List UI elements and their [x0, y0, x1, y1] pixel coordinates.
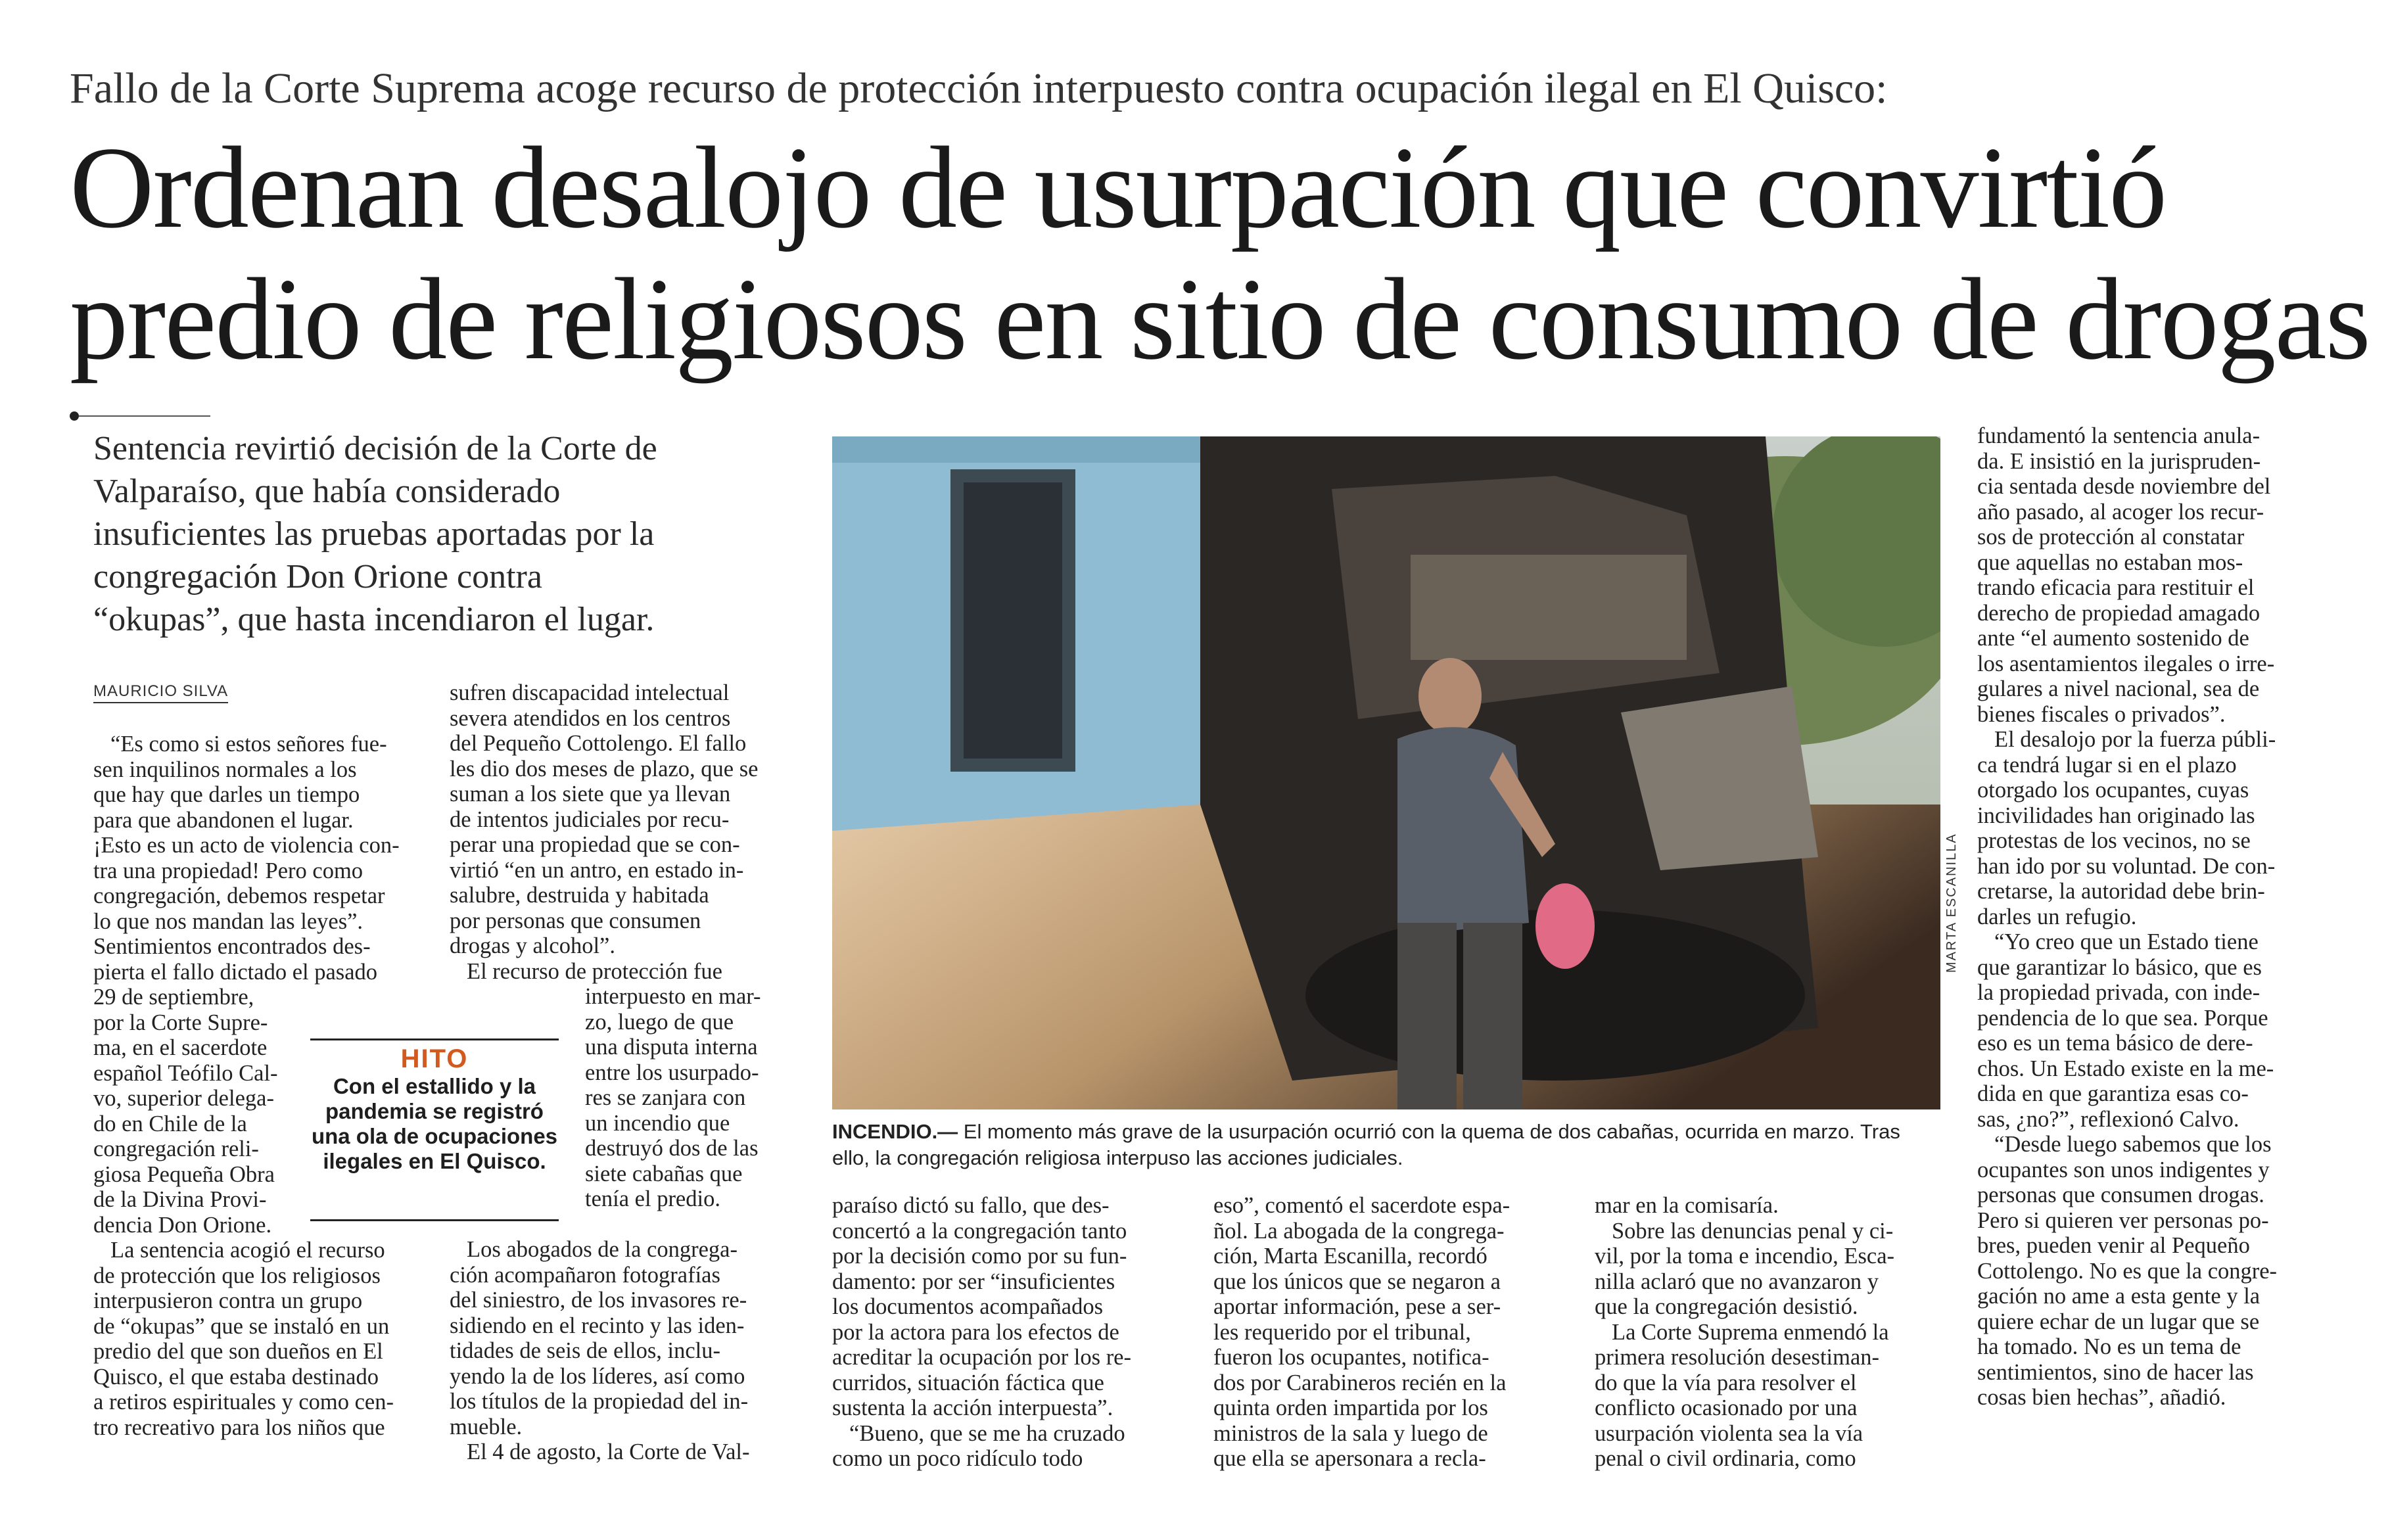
text-line: interpusieron contra un grupo [93, 1288, 363, 1313]
text-line: interpuesto en mar- [585, 984, 761, 1009]
text-line: do que la vía para resolver el [1595, 1370, 1857, 1395]
text-line: por personas que consumen [450, 908, 701, 933]
hito-line: ilegales en El Quisco. [323, 1149, 546, 1173]
text-line: chos. Un Estado existe en la me- [1977, 1056, 2274, 1081]
text-line: ma, en el sacerdote [93, 1035, 268, 1060]
text-line: que garantizar lo básico, que es [1977, 954, 2262, 980]
text-line: entre los usurpado- [585, 1060, 759, 1085]
text-line: penal o civil ordinaria, como [1595, 1446, 1856, 1471]
text-line: La sentencia acogió el recurso [110, 1238, 385, 1263]
text-line: nilla aclaró que no avanzaron y [1595, 1269, 1879, 1294]
hito-text [310, 1074, 559, 1174]
text-line: de la Divina Provi- [93, 1187, 267, 1212]
photo-credit: MARTA ESCANILLA [1944, 833, 1959, 973]
text-line: ción acompañaron fotografías [450, 1262, 720, 1288]
text-line: tenía el predio. [585, 1186, 720, 1211]
text-line: sen inquilinos normales a los [93, 757, 357, 782]
lede-line: “okupas”, que hasta incendiaron el lugar. [93, 601, 655, 638]
text-line: por la actora para los efectos de [832, 1319, 1119, 1345]
text-line: zo, luego de que [585, 1009, 734, 1035]
text-line: do en Chile de la [93, 1111, 247, 1136]
lede [93, 427, 823, 641]
text-line: los asentamientos ilegales o irre- [1977, 651, 2275, 676]
text-line: que la congregación desistió. [1595, 1294, 1858, 1319]
text-line: El recurso de protección fue [467, 958, 722, 984]
text-line: ocupantes son unos indigentes y [1977, 1157, 2270, 1182]
rule-dot [70, 411, 79, 421]
text-line: personas que consumen drogas. [1977, 1182, 2264, 1207]
text-line: damento: por ser “insuficientes [832, 1269, 1115, 1294]
text-line: “Es como si estos señores fue- [110, 732, 387, 757]
text-line: congregación reli- [93, 1136, 259, 1161]
lede-line: congregación Don Orione contra [93, 558, 542, 595]
hito-sidebar [310, 1038, 559, 1221]
column-2-narrow [585, 984, 808, 1212]
text-line: yendo la de los líderes, así como [450, 1363, 745, 1389]
text-line: sos de protección al constatar [1977, 525, 2245, 549]
text-line: Sentimientos encontrados des- [93, 934, 371, 959]
text-line: que los únicos que se negaron a [1213, 1269, 1501, 1294]
text-line: les requerido por el tribunal, [1213, 1319, 1471, 1345]
column-3 [832, 1193, 1194, 1472]
rule-line [79, 415, 210, 417]
text-line: de protección que los religiosos [93, 1263, 381, 1288]
text-line: “Desde luego sabemos que los [1994, 1132, 2272, 1157]
text-line: res se zanjara con [585, 1085, 746, 1110]
text-line: giosa Pequeña Obra [93, 1161, 275, 1187]
column-2-bottom [450, 1237, 805, 1465]
text-line: quiere echar de un lugar que se [1977, 1309, 2260, 1334]
headline-line: Ordenan desalojo de usurpación que convirtió [70, 122, 2167, 252]
text-line: 29 de septiembre, [93, 985, 254, 1010]
text-line: concertó a la congregación tanto [832, 1218, 1127, 1244]
text-line: primera resolución desestiman- [1595, 1345, 1880, 1370]
text-line: mueble. [450, 1414, 523, 1439]
text-line: predio del que son dueños en El [93, 1339, 383, 1364]
text-line: cretarse, la autoridad debe brin- [1977, 879, 2265, 904]
text-line: acreditar la ocupación por los re- [832, 1345, 1131, 1370]
text-line: Quisco, el que estaba destinado [93, 1364, 379, 1389]
lede-line: Sentencia revirtió decisión de la Corte de [93, 430, 657, 467]
text-line: del siniestro, de los invasores re- [450, 1288, 747, 1313]
text-line: sidiendo en el recinto y las iden- [450, 1313, 745, 1338]
text-line: suman a los siete que ya llevan [450, 782, 731, 806]
text-line: ministros de la sala y luego de [1213, 1420, 1488, 1446]
text-line: vo, superior delega- [93, 1086, 274, 1111]
text-line: por la Corte Supre- [93, 1010, 268, 1035]
text-line: El 4 de agosto, la Corte de Val- [467, 1439, 750, 1464]
text-line: darles un refugio. [1977, 904, 2137, 929]
text-line: Cottolengo. No es que la congre- [1977, 1258, 2278, 1284]
lede-line: Valparaíso, que había considerado [93, 473, 561, 510]
text-line: año pasado, al acoger los recur- [1977, 499, 2264, 525]
text-line: severa atendidos en los centros [450, 705, 731, 731]
text-line: La Corte Suprema enmendó la [1612, 1319, 1889, 1345]
text-line: tro recreativo para los niños que [93, 1414, 385, 1440]
column-2-top [450, 680, 805, 984]
text-line: pendencia de lo que sea. Porque [1977, 1005, 2268, 1031]
text-line: ha tomado. No es un tema de [1977, 1334, 2241, 1359]
text-line: Sobre las denuncias penal y ci- [1612, 1218, 1894, 1244]
text-line: curridos, situación fáctica que [832, 1370, 1104, 1395]
text-line: quinta orden impartida por los [1213, 1395, 1488, 1420]
text-line: fueron los ocupantes, notifica- [1213, 1345, 1489, 1370]
caption-text: El momento más grave de la usurpación ocurrió con la quema de dos cabañas, ocurrida en marzo. Tras [958, 1120, 1900, 1143]
kicker: Fallo de la Corte Suprema acoge recurso de protección interpuesto contra ocupación ilegal en El Quisco: [70, 64, 1888, 112]
column-6 [1977, 423, 2345, 1411]
text-line: mar en la comisaría. [1595, 1193, 1779, 1218]
fire-photo [832, 436, 1940, 1109]
text-line: bres, pueden venir al Pequeño [1977, 1233, 2250, 1258]
text-line: gulares a nivel nacional, sea de [1977, 676, 2260, 701]
text-line: tra una propiedad! Pero como [93, 858, 363, 883]
text-line: virtió “en un antro, en estado in- [450, 857, 744, 883]
text-line: paraíso dictó su fallo, que des- [832, 1193, 1110, 1218]
text-line: un incendio que [585, 1110, 730, 1136]
headline-line: predio de religiosos en sitio de consumo de drogas [70, 254, 2370, 384]
text-line: que ella se apersonara a recla- [1213, 1446, 1486, 1471]
text-line: los títulos de la propiedad del in- [450, 1389, 749, 1414]
text-line: pierta el fallo dictado el pasado [93, 959, 378, 985]
text-line: dencia Don Orione. [93, 1212, 272, 1238]
text-line: como un poco ridículo todo [832, 1446, 1083, 1471]
text-line: destruyó dos de las [585, 1136, 759, 1161]
text-line: que hay que darles un tiempo [93, 782, 360, 807]
text-line: bienes fiscales o privados”. [1977, 701, 2226, 727]
text-line: una disputa interna [585, 1035, 758, 1060]
text-line: siete cabañas que [585, 1161, 743, 1186]
text-line: les dio dos meses de plazo, que se [450, 756, 759, 782]
text-line: ción, Marta Escanilla, recordó [1213, 1244, 1488, 1269]
text-line: otorgado los ocupantes, cuyas [1977, 778, 2249, 803]
text-line: sentimientos, sino de hacer las [1977, 1359, 2254, 1385]
caption-line [832, 1119, 1950, 1145]
text-line: vil, por la toma e incendio, Esca- [1595, 1244, 1895, 1269]
text-line: sas, ¿no?”, reflexionó Calvo. [1977, 1106, 2239, 1132]
text-line: cosas bien hechas”, añadió. [1977, 1385, 2226, 1410]
text-line: fundamentó la sentencia anula- [1977, 423, 2261, 448]
hito-line: una ola de ocupaciones [311, 1124, 558, 1148]
text-line: sufren discapacidad intelectual [450, 680, 730, 705]
text-line: Los abogados de la congrega- [467, 1237, 738, 1262]
text-line: eso”, comentó el sacerdote espa- [1213, 1193, 1511, 1218]
text-line: “Yo creo que un Estado tiene [1994, 929, 2259, 954]
text-line: trando eficacia para restituir el [1977, 575, 2255, 600]
text-line: del Pequeño Cottolengo. El fallo [450, 731, 747, 756]
hito-label: HITO [400, 1044, 469, 1073]
text-line: dida en que garantiza esas co- [1977, 1081, 2249, 1106]
text-line: de intentos judiciales por recu- [450, 806, 730, 832]
text-line: la propiedad privada, con inde- [1977, 980, 2261, 1005]
hito-line: pandemia se registró [325, 1099, 544, 1123]
text-line: cia sentada desde noviembre del [1977, 474, 2271, 499]
text-line: ñol. La abogada de la congrega- [1213, 1218, 1505, 1244]
text-line: español Teófilo Cal- [93, 1060, 278, 1086]
text-line: ante “el aumento sostenido de [1977, 626, 2249, 651]
text-line: los documentos acompañados [832, 1294, 1103, 1319]
column-5 [1595, 1193, 1956, 1472]
text-line: tidades de seis de ellos, inclu- [450, 1338, 720, 1363]
text-line: Pero si quieren ver personas po- [1977, 1207, 2269, 1233]
hito-line: Con el estallido y la [333, 1074, 536, 1098]
text-line: da. E insistió en la jurispruden- [1977, 448, 2261, 474]
text-line: salubre, destruida y habitada [450, 883, 709, 908]
caption-label: INCENDIO.— [832, 1120, 958, 1143]
burned-cabin-photo [832, 436, 1940, 1109]
text-line: El desalojo por la fuerza públi- [1994, 727, 2276, 752]
column-4 [1213, 1193, 1575, 1472]
headline [70, 122, 2370, 385]
text-line: para que abandonen el lugar. [93, 807, 354, 833]
text-line: drogas y alcohol”. [450, 933, 615, 958]
text-line: de “okupas” que se instaló en un [93, 1313, 390, 1339]
text-line: perar una propiedad que se con- [450, 832, 740, 857]
lede-line: insuficientes las pruebas aportadas por la [93, 515, 655, 553]
text-line: protestas de los vecinos, no se [1977, 828, 2251, 853]
caption-line: ello, la congregación religiosa interpuso las acciones judiciales. [832, 1146, 1403, 1169]
text-line: sustenta la acción interpuesta”. [832, 1395, 1113, 1420]
text-line: aportar información, pese a ser- [1213, 1294, 1501, 1319]
text-line: eso es un tema básico de dere- [1977, 1031, 2253, 1056]
text-line: congregación, debemos respetar [93, 883, 385, 908]
text-line: a retiros espirituales y como cen- [93, 1389, 394, 1414]
text-line: por la decisión como por su fun- [832, 1244, 1127, 1269]
text-line: han ido por su voluntad. De con- [1977, 853, 2276, 879]
photo-caption [832, 1119, 1950, 1171]
text-line: incivilidades han originado las [1977, 803, 2255, 828]
text-line: “Bueno, que se me ha cruzado [849, 1420, 1125, 1446]
byline: MAURICIO SILVA [93, 682, 228, 703]
text-line: ca tendrá lugar si en el plazo [1977, 752, 2237, 778]
text-line: gación no ame a esta gente y la [1977, 1284, 2261, 1309]
text-line: que aquellas no estaban mos- [1977, 549, 2243, 575]
text-line: ¡Esto es un acto de violencia con- [93, 833, 400, 858]
text-line: derecho de propiedad amagado [1977, 600, 2261, 626]
text-line: lo que nos mandan las leyes”. [93, 908, 363, 934]
text-line: conflicto ocasionado por una [1595, 1395, 1858, 1420]
text-line: dos por Carabineros recién en la [1213, 1370, 1507, 1395]
text-line: usurpación violenta sea la vía [1595, 1420, 1863, 1446]
